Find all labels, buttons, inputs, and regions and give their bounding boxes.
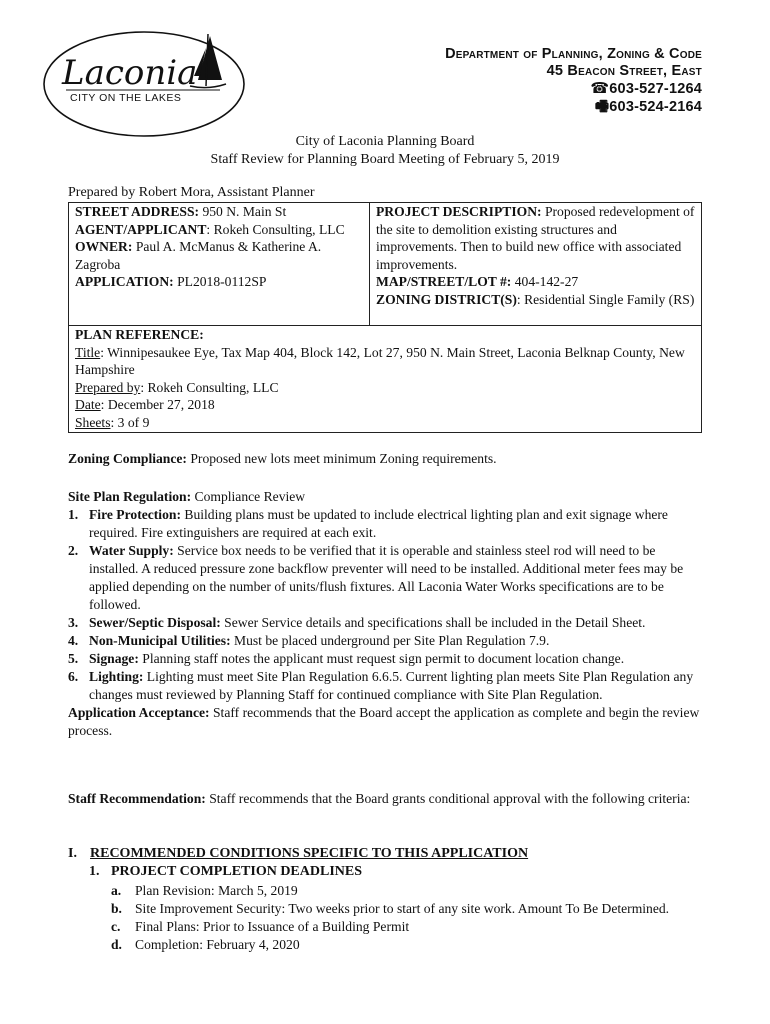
zoning-compliance-label: Zoning Compliance: — [68, 451, 187, 466]
zoning-compliance — [68, 450, 708, 468]
list-item: 6. Lighting: Lighting must meet Site Plan Regulation 6.6.5. Current lighting plan meets Site Plan Regulation any changes must reviewed by Planning Staff for continued compliance with Site Plan Regulation. — [68, 669, 694, 702]
title-line-1: City of Laconia Planning Board — [295, 134, 475, 149]
department-fax: 603-524-2164 — [609, 99, 702, 115]
plan-date: : December 27, 2018 — [100, 397, 215, 413]
project-cell — [370, 203, 702, 326]
owner-value: Paul A. McManus & Katherine A. Zagroba — [75, 239, 322, 272]
owner-label: OWNER: — [75, 239, 133, 255]
project-description-label: PROJECT DESCRIPTION: — [376, 204, 542, 219]
department-header — [445, 46, 702, 116]
list-item: 4. Non-Municipal Utilities: Must be placed underground per Site Plan Regulation 7.9. — [68, 633, 550, 648]
deadlines-list — [111, 882, 701, 954]
phone-icon: ☎ — [590, 80, 610, 97]
site-plan-label: Site Plan Regulation: — [68, 489, 192, 504]
project-description: Proposed redevelopment of the site to demolition existing structures and improvements. Then to build new office with associated improvements. — [376, 204, 695, 272]
application-acceptance-label: Application Acceptance: — [68, 705, 210, 720]
plan-title: : Winnipesaukee Eye, Tax Map 404, Block 142, Lot 27, 950 N. Main Street, Laconia Belknap County, New Hampshire — [75, 344, 685, 378]
list-item: 1. Fire Protection: Building plans must be updated to include electrical lighting plan and exit signage where required. Fire extinguishers are required at each exit. — [68, 507, 668, 540]
application-value: PL2018-0112SP — [177, 274, 267, 290]
department-phone: 603-527-1264 — [609, 81, 702, 97]
plan-prepared-label: Prepared by — [75, 379, 141, 395]
street-address-label: STREET ADDRESS: — [75, 204, 200, 219]
zoning-compliance-text: Proposed new lots meet minimum Zoning requirements. — [186, 451, 497, 466]
staff-recommendation-text: Staff recommends that the Board grants conditional approval with the following criteria: — [205, 791, 691, 806]
list-item: a. Plan Revision: March 5, 2019 — [111, 883, 298, 898]
site-plan-text: Compliance Review — [191, 489, 306, 504]
application-label: APPLICATION: — [75, 274, 174, 290]
list-item: d. Completion: February 4, 2020 — [111, 937, 300, 952]
staff-recommendation — [68, 790, 708, 808]
project-info-table — [68, 202, 702, 433]
plan-sheets-label: Sheets — [75, 414, 111, 430]
applicant-cell — [69, 203, 370, 326]
staff-recommendation-label: Staff Recommendation: — [68, 791, 206, 806]
plan-prepared: : Rokeh Consulting, LLC — [140, 379, 279, 395]
list-item: c. Final Plans: Prior to Issuance of a Building Permit — [111, 919, 410, 934]
agent-value: : Rokeh Consulting, LLC — [206, 221, 345, 237]
conditions-heading-text: RECOMMENDED CONDITIONS SPECIFIC TO THIS APPLICATION — [90, 846, 529, 861]
list-item: 3. Sewer/Septic Disposal: Sewer Service details and specifications shall be included in the Detail Sheet. — [68, 615, 646, 630]
map-street-lot-label: MAP/STREET/LOT #: — [376, 274, 512, 290]
logo-name: Laconia — [62, 53, 198, 93]
list-item: b. Site Improvement Security: Two weeks prior to start of any site work. Amount To Be Determined. — [111, 901, 670, 916]
list-item: 2. Water Supply: Service box needs to be verified that it is operable and stainless steel rod will need to be installed. A reduced pressure zone backflow preventer will need to be installed. Additional meter fees may be applied depending on the number of units/flush fixtures. All Laconia Water Works specifications are to be followed. — [68, 543, 684, 612]
conditions-heading — [68, 845, 528, 863]
agent-label: AGENT/APPLICANT — [75, 221, 207, 237]
plan-title-label: Title — [75, 344, 101, 360]
title-line-2: Staff Review for Planning Board Meeting of February 5, 2019 — [210, 152, 560, 167]
site-plan-list — [68, 506, 708, 704]
deadlines-heading: 1. PROJECT COMPLETION DEADLINES — [89, 864, 363, 879]
street-address: 950 N. Main St — [202, 204, 287, 219]
site-plan-section — [68, 488, 708, 740]
map-street-lot: 404-142-27 — [514, 274, 579, 290]
document-title — [0, 133, 770, 169]
plan-date-label: Date — [75, 397, 101, 413]
plan-reference-cell — [69, 326, 702, 433]
fax-icon: 🖷 — [594, 98, 610, 115]
department-address: 45 Beacon Street, East — [546, 63, 702, 79]
plan-reference-label: PLAN REFERENCE: — [75, 327, 204, 342]
list-item: 5. Signage: Planning staff notes the applicant must request sign permit to document location change. — [68, 651, 625, 666]
plan-sheets: : 3 of 9 — [110, 414, 150, 430]
zoning-district: : Residential Single Family (RS) — [516, 291, 695, 307]
zoning-district-label: ZONING DISTRICT(S) — [376, 291, 517, 307]
laconia-logo — [40, 28, 248, 140]
logo-tagline: CITY ON THE LAKES — [70, 92, 182, 104]
department-name: Department of Planning, Zoning & Code — [445, 46, 702, 62]
prepared-by: Prepared by Robert Mora, Assistant Planner — [68, 185, 315, 200]
roman-numeral: I. — [68, 846, 77, 861]
application-acceptance-text: Staff recommends that the Board accept the application as complete and begin the review process. — [68, 705, 700, 738]
